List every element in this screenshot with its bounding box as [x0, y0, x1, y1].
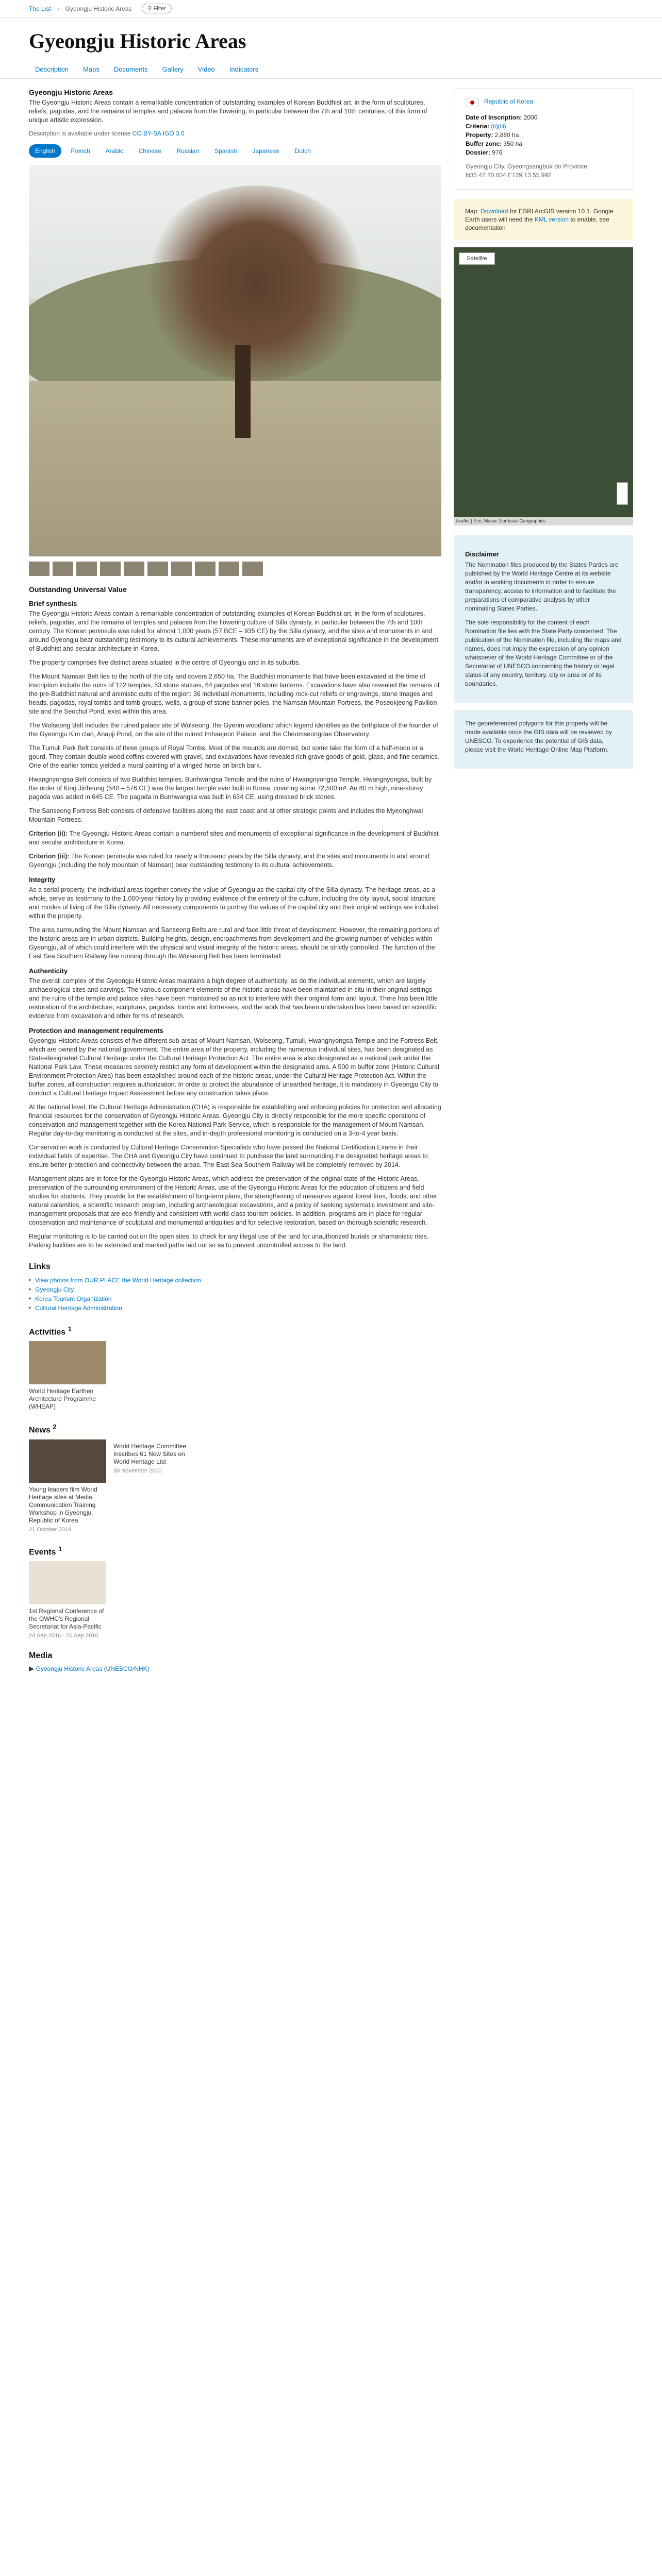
- brief-synthesis-heading: Brief synthesis: [29, 600, 77, 607]
- lang-dutch[interactable]: Dutch: [294, 147, 311, 155]
- news-card[interactable]: [29, 1439, 106, 1533]
- buffer-label: Buffer zone:: [466, 140, 502, 147]
- breadcrumb-home-link[interactable]: The List: [29, 5, 51, 12]
- top-breadcrumb-bar: [0, 0, 662, 18]
- country-link[interactable]: Republic of Korea: [484, 98, 534, 105]
- link-item: [29, 1276, 441, 1285]
- gallery-thumb[interactable]: [29, 562, 49, 576]
- lang-chinese[interactable]: Chinese: [138, 147, 161, 155]
- lang-arabic[interactable]: Arabic: [105, 147, 123, 155]
- disclaimer-text: The Nomination files produced by the States Parties are published by the World Heritage Centre at its website and/or in working documents in order to ensure transparency, access to information and to facilitate the preparations of comparative analysis by other nominating States Parties.: [465, 561, 619, 612]
- events-count: 1: [58, 1545, 62, 1553]
- breadcrumb-separator: ›: [57, 5, 59, 12]
- gallery-thumb[interactable]: [76, 562, 97, 576]
- event-date: 24 Sep 2016 - 26 Sep 2016: [29, 1632, 98, 1639]
- property-info-box: [454, 88, 633, 190]
- gallery-thumbnails: [29, 562, 441, 576]
- tab-maps[interactable]: Maps: [83, 65, 100, 73]
- link-gyeongju-city[interactable]: Gyeongju City: [35, 1286, 74, 1293]
- gallery-thumb[interactable]: [219, 562, 239, 576]
- korea-flag-icon: [466, 98, 479, 107]
- criteria-label: Criteria:: [466, 123, 490, 130]
- news-heading: [29, 1423, 441, 1435]
- activities-title: Activities: [29, 1328, 66, 1337]
- gallery-thumb[interactable]: [242, 562, 263, 576]
- link-cha[interactable]: Cultural Heritage Administration: [35, 1304, 122, 1312]
- criterion-ii: [29, 829, 441, 847]
- news-title: World Heritage Committee Inscribes 61 New Sites on World Heritage List: [113, 1442, 187, 1465]
- country-row: [466, 98, 621, 107]
- ouv-paragraph: Hwangnyongsa Belt consists of two Buddhist temples, Bunhwangsa Temple and the ruins of Hwangnyongsa Temple. Hwangnyongsa, built by the order of King Jinheung (540 – 576 CE) was the largest temple ever built in Korea, covering some 72,500 m². An 80 m high, nine-storey pagoda was added in 645 CE. The pagoda in Bunhwangsa was built in 634 CE, using dressed brick stones.: [29, 776, 432, 801]
- dossier-label: Dossier:: [466, 149, 491, 156]
- activities-count: 1: [68, 1325, 72, 1333]
- breadcrumb-current: Gyeongju Historic Areas: [65, 5, 132, 12]
- integrity-paragraph: As a serial property, the individual areas together convey the value of Gyeongju as the capital city of the Silla dynasty. The heritage areas, as a whole, serve as testimony to the 1,000-year history by providing evidence of the entirety of the culture, including the city layout, social structure and modes of living of the Silla dynasty. All necessary components to portray the values of the capital city and their original settings are included within the property.: [29, 886, 439, 920]
- map-zoom-control[interactable]: [617, 482, 628, 505]
- links-list: [29, 1276, 441, 1313]
- gallery-thumb[interactable]: [124, 562, 144, 576]
- dossier-value: 976: [492, 149, 503, 156]
- protection-paragraph: Regular monitoring is to be carried out on the open sites, to check for any illegal use of the land for unauthorized burials or shamanistic rites. Parking facilities are to be extended and marked paths laid out so as to prevent uncontrolled access to the land.: [29, 1233, 429, 1249]
- map-download-note: [454, 199, 633, 240]
- event-image: [29, 1561, 106, 1604]
- disclaimer-heading: Disclaimer: [465, 550, 499, 558]
- activity-image: [29, 1341, 106, 1384]
- ouv-heading: Outstanding Universal Value: [29, 585, 127, 594]
- property-area: [466, 131, 621, 140]
- map-credit: Leaflet | Esri, Maxar, Earthstar Geographics: [454, 517, 633, 526]
- news-image: [29, 1439, 106, 1483]
- links-heading: Links: [29, 1262, 51, 1271]
- news-list: [29, 1439, 441, 1533]
- gis-note-box: [454, 710, 633, 769]
- license-line: [29, 130, 441, 137]
- link-item: [29, 1303, 441, 1313]
- news-date: 21 October 2014: [29, 1526, 71, 1533]
- map-note-mid: for ESRI ArcGIS version 10.1. Google Earth users will need the: [465, 208, 614, 223]
- intro-heading: Gyeongju Historic Areas: [29, 88, 113, 96]
- tab-indicators[interactable]: Indicators: [229, 65, 259, 73]
- news-count: 2: [53, 1423, 57, 1431]
- lang-japanese[interactable]: Japanese: [252, 147, 279, 155]
- gallery-thumb[interactable]: [171, 562, 192, 576]
- protection-paragraph: Conservation work is conducted by Cultural Heritage Conservation Specialists who have passed the National Certification Exams in their individual fields of expertise. The CHA and Gyeongju City have continued to purchase the land surrounding the designated heritage areas to ensure better protection and connectivity between the areas. The East Sea Southern Railway will be completely removed by 2014.: [29, 1144, 428, 1168]
- news-title: News: [29, 1426, 51, 1435]
- criterion-iii-text: The Korean peninsula was ruled for nearly a thousand years by the Silla dynasty, and the sites and monuments in and around Gyeongju (including the holy mountain of Namsan) bear outstanding testimony to its cultural achievements.: [29, 853, 430, 869]
- ouv-paragraph: The property comprises five distinct areas situated in the centre of Gyeongju and in its suburbs.: [29, 659, 301, 666]
- events-heading: [29, 1545, 441, 1557]
- criteria-value[interactable]: (ii)(iii): [491, 123, 506, 130]
- activity-title: World Heritage Earthen Architecture Programme (WHEAP): [29, 1387, 96, 1411]
- ouv-paragraph: The Gyeongju Historic Areas contain a remarkable concentration of outstanding examples of Korean Buddhist art, in the form of sculptures, reliefs, pagodas, and the remains of temples and palaces from the flowering culture of Silla dynasty, in particular between the 7th and 10th century. The Korean peninsula was ruled for almost 1,000 years (57 BCE – 935 CE) by the Silla dynasty, and the sites and monuments in and around Gyeongju bear outstanding testimony to its cultural achievements. These monuments are of exceptional significance in the development of Buddhist and secular architecture in Korea.: [29, 610, 438, 652]
- link-our-place[interactable]: View photos from OUR PLACE the World Heritage collection: [35, 1277, 201, 1284]
- events-title: Events: [29, 1547, 56, 1556]
- protection-paragraph: At the national level, the Cultural Heritage Administration (CHA) is responsible for establishing and enforcing policies for protection and allocating financial resources for the conservation of Gyeongju Historic Areas. Gyeongju City is directly responsible for the more specific operations of conservation and management together with the Korea National Park Service, which is responsible for the management of Mount Namsan. Regular day-to-day monitoring is conducted at the sites, and in-depth professional monitoring is conducted on a 3-to-4 year basis.: [29, 1104, 441, 1137]
- tab-documents[interactable]: Documents: [113, 65, 148, 73]
- ouv-paragraph: The Tumuli Park Belt consists of three groups of Royal Tombs. Most of the mounds are domed, but some take the form of a half-moon or a gourd. They contain double wood coffins covered with gravel, and excavations have revealed rich grave goods of gold, glass, and fine ceramics. One of the earlier tombs yielded a mural painting of a winged horse on birch bark.: [29, 744, 439, 769]
- download-link[interactable]: Download: [481, 208, 508, 215]
- link-item: [29, 1285, 441, 1294]
- filter-button[interactable]: ⚲ Filter: [142, 4, 172, 13]
- criteria-row: [466, 122, 621, 131]
- gallery-thumb[interactable]: [195, 562, 216, 576]
- map-layer-toggle[interactable]: Satellite: [459, 252, 495, 265]
- link-korea-tourism[interactable]: Korea Tourism Organization: [35, 1295, 112, 1302]
- disclaimer-box: [454, 535, 633, 703]
- photo-tree-canopy: [142, 185, 369, 381]
- filter-label: Filter: [153, 6, 166, 12]
- language-selector: [29, 144, 441, 158]
- buffer-zone: [466, 140, 621, 148]
- property-value: 2,880 ha: [494, 131, 519, 139]
- ouv-paragraph: The Wolseong Belt includes the ruined palace site of Wolseong, the Gyerim woodland which legend identifies as the birthplace of the founder of the Gyeongju Kim clan, Anapji Pond, on the site of the ruined Imhaejeon Palace, and the Cheomseongdae Observatory.: [29, 722, 438, 738]
- media-link[interactable]: Gyeongju Historic Areas (UNESCO/NHK): [36, 1665, 150, 1672]
- lang-english[interactable]: English: [29, 144, 61, 158]
- gis-note-text: The georeferenced polygons for this property will be made available once the GIS data will be reviewed by UNESCO. To experience the potential of GIS data, please visit the World Heritage Online Map Platform.: [465, 720, 612, 753]
- integrity-paragraph: The area surrounding the Mount Namsan and Sanseong Belts are rural and face little threat of development. However, the remaining portions of the historic areas are in urban districts. Building heights, design, encroachments from development and the growing number of vehicles within Gyeongju, all of which could interfere with the physical and visual integrity of the historic areas, should be strictly controlled. The function of the East Sea Southern Railway line running through the Wolseong Belt has been terminated.: [29, 926, 439, 960]
- inscription-label: Date of Inscription:: [466, 114, 522, 121]
- criterion-iii-label: Criterion (iii):: [29, 853, 70, 860]
- section-tabs: [0, 60, 662, 79]
- news-date: 30 November 2000: [113, 1467, 162, 1474]
- inscription-date: [466, 113, 621, 122]
- criterion-ii-text: The Gyeongju Historic Areas contain a numberof sites and monuments of exceptional significance in the development of Buddhist and secular architecture in Korea.: [29, 830, 439, 846]
- tab-video[interactable]: Video: [197, 65, 215, 73]
- coordinates-text: N35 47 20.004 E129 13 55.992: [466, 172, 552, 179]
- map-note-prefix: Map:: [465, 208, 479, 215]
- ouv-paragraph: The Mount Namsan Belt lies to the north of the city and covers 2,650 ha. The Buddhist monuments that have been excavated at the time of inscription include the ruins of 122 temples, 53 stone statues, 64 pagodas and 16 stone lanterns. Excavations have also revealed the remains of the pre-Buddhist natural and animistic cults of the region: 36 individual monuments, including rock-cut reliefs or engravings, stone images and heads, pagodas, royal tombs and tomb groups, wells, a group of stone banner poles, the Namsan Mountain Fortress, the Poseokjeong Pavilion site and the Seochul Pond, exist within this area.: [29, 673, 440, 715]
- protection-paragraph: Gyeongju Historic Areas consists of five different sub-areas of Mount Namsan, Wolseong, Tumuli, Hwangnyongsa Temple and the Fortress Belt, which are owned by the national government. The entire area of the property, including the numerous individual sites, has been designated as State-designated Cultural Heritage under the Cultural Heritage Protection Act. The entire area is also designated as a national park under the National Park Law. These measures severely restrict any form of development within the designated area. A 500 m buffer zone (Historic Cultural Environment Protection Area) has been established around each of the historic areas, under the Cultural Heritage Protection Act. Within the buffer zones, all construction requires authorization. In order to protect the abundance of unearthed heritage, it is mandatory in Gyeongju City to conduct a Cultural Heritage Impact Assessment before any construction takes place.: [29, 1037, 439, 1097]
- authenticity-heading: Authenticity: [29, 967, 68, 975]
- dossier-row: [466, 148, 621, 157]
- activities-heading: [29, 1325, 441, 1337]
- page-title: Gyeongju Historic Areas: [29, 29, 246, 53]
- authenticity-paragraph: The overall complex of the Gyeongju Historic Areas maintains a high degree of authenticity, as do the individual elements, which are largely archaeological sites and carvings. The various component elements of the historic areas have been maintained in situ in their original settings and the ruins of the temple and palace sites have been maintained so as not to interfere with their original form and layout. There has been little restoration of the architecture, sculptures, pagodas, tombs and fortresses, and the work that has been undertaken has been based on scientific evidence from excavation and other forms of research.: [29, 977, 438, 1020]
- main-content: [29, 79, 441, 1673]
- hero-photo[interactable]: [29, 165, 441, 556]
- video-icon: ▶: [29, 1664, 34, 1672]
- map-note-end: to enable, see documentation: [465, 216, 609, 231]
- link-item: [29, 1294, 441, 1303]
- kml-link[interactable]: KML version: [534, 216, 569, 223]
- buffer-value: 350 ha: [503, 140, 523, 147]
- media-heading: Media: [29, 1651, 53, 1660]
- gallery-thumb[interactable]: [53, 562, 73, 576]
- intro-text: The Gyeongju Historic Areas contain a remarkable concentration of outstanding examples of Korean Buddhist art, in the form of sculptures, reliefs, pagodas, and the remains of temples and palaces from the flowering, in particular between the 7th and 10th centuries, of this form of unique artistic expression.: [29, 99, 427, 124]
- gallery-thumb[interactable]: [147, 562, 168, 576]
- media-list: [29, 1665, 441, 1673]
- criterion-iii: [29, 852, 441, 870]
- lang-spanish[interactable]: Spanish: [214, 147, 237, 155]
- event-card[interactable]: [29, 1561, 106, 1639]
- news-title: Young leaders film World Heritage sites at Media Communication Training Workshop in Gyeongju, Republic of Korea: [29, 1485, 97, 1524]
- tab-description[interactable]: Description: [35, 65, 69, 73]
- integrity-heading: Integrity: [29, 876, 56, 884]
- site-map[interactable]: [454, 247, 633, 526]
- protection-heading: Protection and management requirements: [29, 1027, 163, 1035]
- news-card[interactable]: [113, 1439, 191, 1474]
- event-title: 1st Regional Conference of the OWHC's Regional Secretariat for Asia-Pacific: [29, 1607, 104, 1630]
- gallery-thumb[interactable]: [100, 562, 121, 576]
- ouv-paragraph: The Sanseong Fortress Belt consists of defensive facilities along the east coast and at other strategic points and includes the Myeonghwal Mountain Fortress.: [29, 807, 423, 823]
- property-label: Property:: [466, 131, 493, 139]
- photo-tree-trunk: [235, 345, 251, 438]
- tab-gallery[interactable]: Gallery: [162, 65, 184, 73]
- criterion-ii-label: Criterion (ii):: [29, 830, 68, 837]
- license-prefix: Description is available under license: [29, 130, 131, 137]
- disclaimer-text: The sole responsibility for the content of each Nomination file lies with the State Party concerned. The publication of the Nomination file, including the maps and names, does not imply the expression of any opinion whatsoever of the World Heritage Committee or of the Secretariat of UNESCO concerning the history or legal status of any country, territory, city or area or of its boundaries.: [465, 619, 622, 687]
- inscription-value: 2000: [523, 114, 538, 121]
- protection-paragraph: Management plans are in force for the Gyeongju Historic Areas, which address the preservation of the original state of the Historic Areas, preservation of the surrounding environment of the Historic Areas, use of the Gyeongju Historic Areas for the education of citizens and field studies for students. They provide for the establishment of long-term plans, the strengthening of measures against forest fires, floods, and other natural calamities, a scientific research program, including archaeological excavations, and a policy of seeking systematic investment and site-management proposals that are eco-friendly and consistent with world-class tourism policies. In addition, programs are in place for regular conservation and maintenance of sculptural and monumental antiquities and for selective restoration, based on thorough scientific research.: [29, 1175, 437, 1226]
- lang-russian[interactable]: Russian: [176, 147, 200, 155]
- sidebar: [454, 79, 633, 1673]
- lang-french[interactable]: French: [71, 147, 90, 155]
- location-text: Gyeongju City, Gyeongsangbuk-do Province: [466, 163, 587, 170]
- license-link[interactable]: CC-BY-SA IGO 3.0: [132, 130, 185, 137]
- activity-card[interactable]: [29, 1341, 106, 1411]
